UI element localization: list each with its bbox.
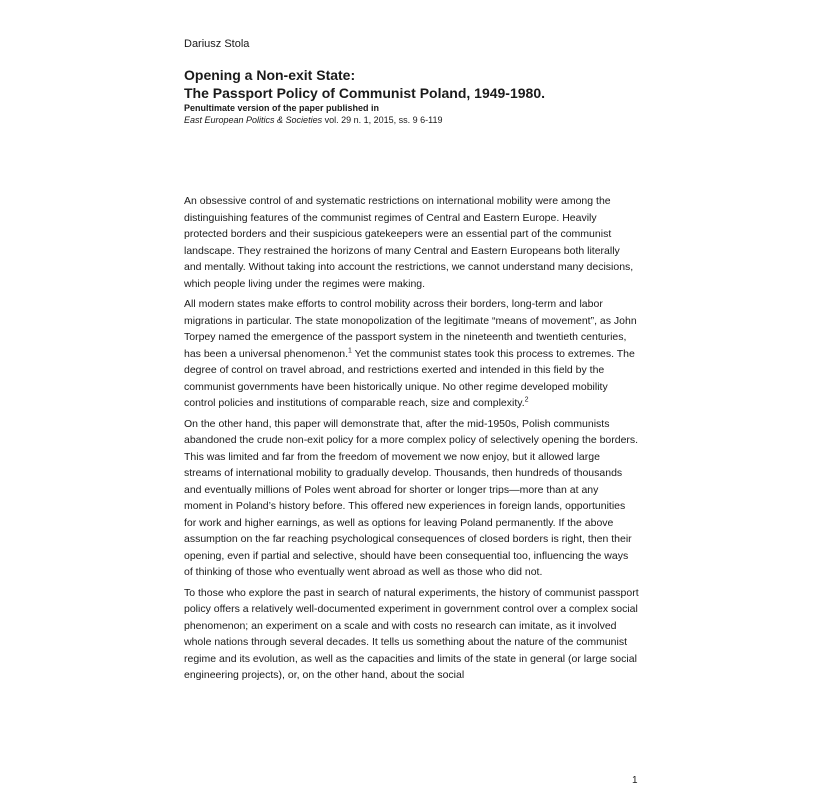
- paper-title-line-2: The Passport Policy of Communist Poland, 1949-1980.: [184, 85, 545, 101]
- footnote-ref-2[interactable]: 2: [524, 396, 529, 404]
- paragraph-text: An obsessive control of and systematic restrictions on international mobility were among the distinguishing features of the communist regimes of Central and Eastern Europe. Heavily protected borders and their suspicious gatekeepers were an essential part of the communist landscape. They restrained the horizons of many Central and Eastern Europeans both literally and mentally. Without taking into account the restrictions, we cannot understand many decisions, which people living under the regimes were making.: [184, 195, 634, 290]
- paragraph-1: [184, 193, 639, 292]
- paragraph-text: All modern states make efforts to control mobility across their borders, long-term and labor migrations in particular. The state monopolization of the legitimate “means of movement”, as John Torpey named the emergence of the passport system in the nineteenth and twentieth centuries, has been a universal phenomenon.: [184, 298, 637, 360]
- paragraph-2: [184, 296, 639, 412]
- footnote-ref-1[interactable]: 1: [348, 347, 352, 354]
- paper-title-line-1: Opening a Non-exit State:: [184, 67, 356, 83]
- author-name: Dariusz Stola: [184, 38, 250, 50]
- paragraph-3: [184, 416, 639, 581]
- page-number: 1: [632, 775, 638, 786]
- version-note: Penultimate version of the paper published in: [184, 103, 380, 113]
- journal-name: East European Politics & Societies: [184, 115, 323, 125]
- title-block: [184, 66, 644, 126]
- citation: [184, 114, 644, 126]
- paragraph-text: To those who explore the past in search of natural experiments, the history of communist passport policy offers a relatively well-documented experiment in government control over a complex social phenomenon; an experiment on a scale and with costs no research can imitate, as it involved whole nations through several decades. It tells us something about the nature of the communist regime and its evolution, as well as the capacities and limits of the state in general (or large social engineering projects), or, on the other hand, about the social: [184, 586, 639, 681]
- body-text: [184, 193, 639, 688]
- citation-details: vol. 29 n. 1, 2015, ss. 9 6-119: [322, 115, 443, 125]
- paragraph-text-continued: Yet the communist states took this process to extremes. The degree of control on travel abroad, and restrictions exerted and intended in this field by the communist governments have been historically unique. No other regime developed mobility control policies and institutions of comparable reach, size and complexity.: [184, 347, 635, 409]
- paragraph-4: [184, 585, 639, 684]
- paragraph-text: On the other hand, this paper will demonstrate that, after the mid-1950s, Polish communists abandoned the crude non-exit policy for a more complex policy of selectively opening the borders. This was limited and far from the freedom of movement we now enjoy, but it allowed large streams of international mobility to gradually develop. Thousands, then hundreds of thousands and eventually millions of Poles went abroad for shorter or longer trips—more than at any moment in Poland’s history before. This offered new experiences in foreign lands, opportunities for work and higher earnings, as well as options for leaving Poland permanently. If the above assumption on the far reaching psychological consequences of closed borders is right, then their opening, even if partial and selective, should have been consequential too, influencing the ways of thinking of those who eventually went abroad as well as those who did not.: [184, 417, 639, 578]
